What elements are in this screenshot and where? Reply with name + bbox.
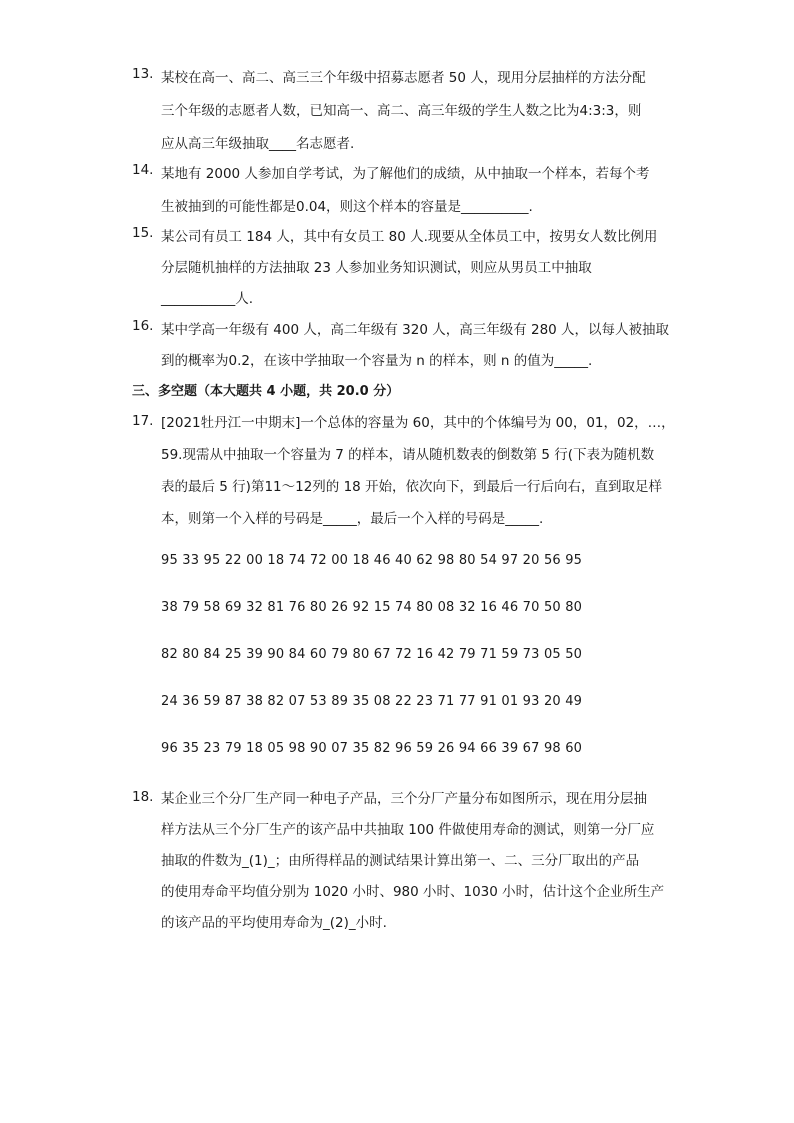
random-number-row: 95 33 95 22 00 18 74 72 00 18 46 40 62 98 80 54 97 20 56 95 — [161, 553, 583, 568]
question-text-line: 应从高三年级抽取____名志愿者. — [161, 136, 355, 152]
question-text-line: 分层随机抽样的方法抽取 23 人参加业务知识测试，则应从男员工中抽取 — [161, 260, 592, 276]
random-number-row: 96 35 23 79 18 05 98 90 07 35 82 96 59 26 94 66 39 67 98 60 — [161, 741, 583, 756]
question-number: 14. — [132, 162, 154, 178]
question-number: 17. — [132, 413, 154, 429]
question-text-line: 表的最后 5 行)第11～12列的 18 开始，依次向下，到最后一行后向右，直到取足样 — [161, 479, 663, 495]
question-text-line: 某公司有员工 184 人，其中有女员工 80 人.现要从全体员工中，按男女人数比例用 — [161, 229, 658, 245]
question-number: 13. — [132, 66, 154, 82]
question-text-line: 的该产品的平均使用寿命为_(2)_小时. — [161, 915, 387, 931]
question-text-line: ___________人. — [161, 291, 254, 307]
question-text-line: 样方法从三个分厂生产的该产品中共抽取 100 件做使用寿命的测试，则第一分厂应 — [161, 822, 655, 838]
random-number-row: 38 79 58 69 32 81 76 80 26 92 15 74 80 08 32 16 46 70 50 80 — [161, 600, 583, 615]
question-text-line: 某中学高一年级有 400 人，高二年级有 320 人，高三年级有 280 人，以每人被抽取 — [161, 322, 670, 338]
question-text-line: 某企业三个分厂生产同一种电子产品，三个分厂产量分布如图所示，现在用分层抽 — [161, 791, 647, 807]
question-text-line: 到的概率为0.2，在该中学抽取一个容量为 n 的样本，则 n 的值为_____. — [161, 353, 593, 369]
question-text-line: [2021牡丹江一中期末]一个总体的容量为 60，其中的个体编号为 00，01，02，…， — [161, 415, 675, 431]
question-text-line: 某校在高一、高二、高三三个年级中招募志愿者 50 人，现用分层抽样的方法分配 — [161, 70, 646, 86]
question-text-line: 的使用寿命平均值分别为 1020 小时、980 小时、1030 小时，估计这个企业所生产 — [161, 884, 665, 900]
question-text-line: 59.现需从中抽取一个容量为 7 的样本，请从随机数表的倒数第 5 行(下表为随机数 — [161, 447, 655, 463]
question-number: 16. — [132, 318, 154, 334]
question-text-line: 生被抽到的可能性都是0.04，则这个样本的容量是__________. — [161, 199, 533, 215]
random-number-row: 24 36 59 87 38 82 07 53 89 35 08 22 23 71 77 91 01 93 20 49 — [161, 694, 583, 709]
question-text-line: 某地有 2000 人参加自学考试，为了解他们的成绩，从中抽取一个样本，若每个考 — [161, 166, 650, 182]
question-text-line: 本，则第一个入样的号码是_____，最后一个入样的号码是_____. — [161, 511, 544, 527]
question-text-line: 三个年级的志愿者人数，已知高一、高二、高三年级的学生人数之比为4:3:3，则 — [161, 103, 642, 119]
question-number: 15. — [132, 225, 154, 241]
random-number-row: 82 80 84 25 39 90 84 60 79 80 67 72 16 42 79 71 59 73 05 50 — [161, 647, 583, 662]
question-text-line: 抽取的件数为_(1)_；由所得样品的测试结果计算出第一、二、三分厂取出的产品 — [161, 853, 640, 869]
question-number: 18. — [132, 789, 154, 805]
section-heading: 三、多空题（本大题共 4 小题，共 20.0 分） — [132, 384, 400, 399]
